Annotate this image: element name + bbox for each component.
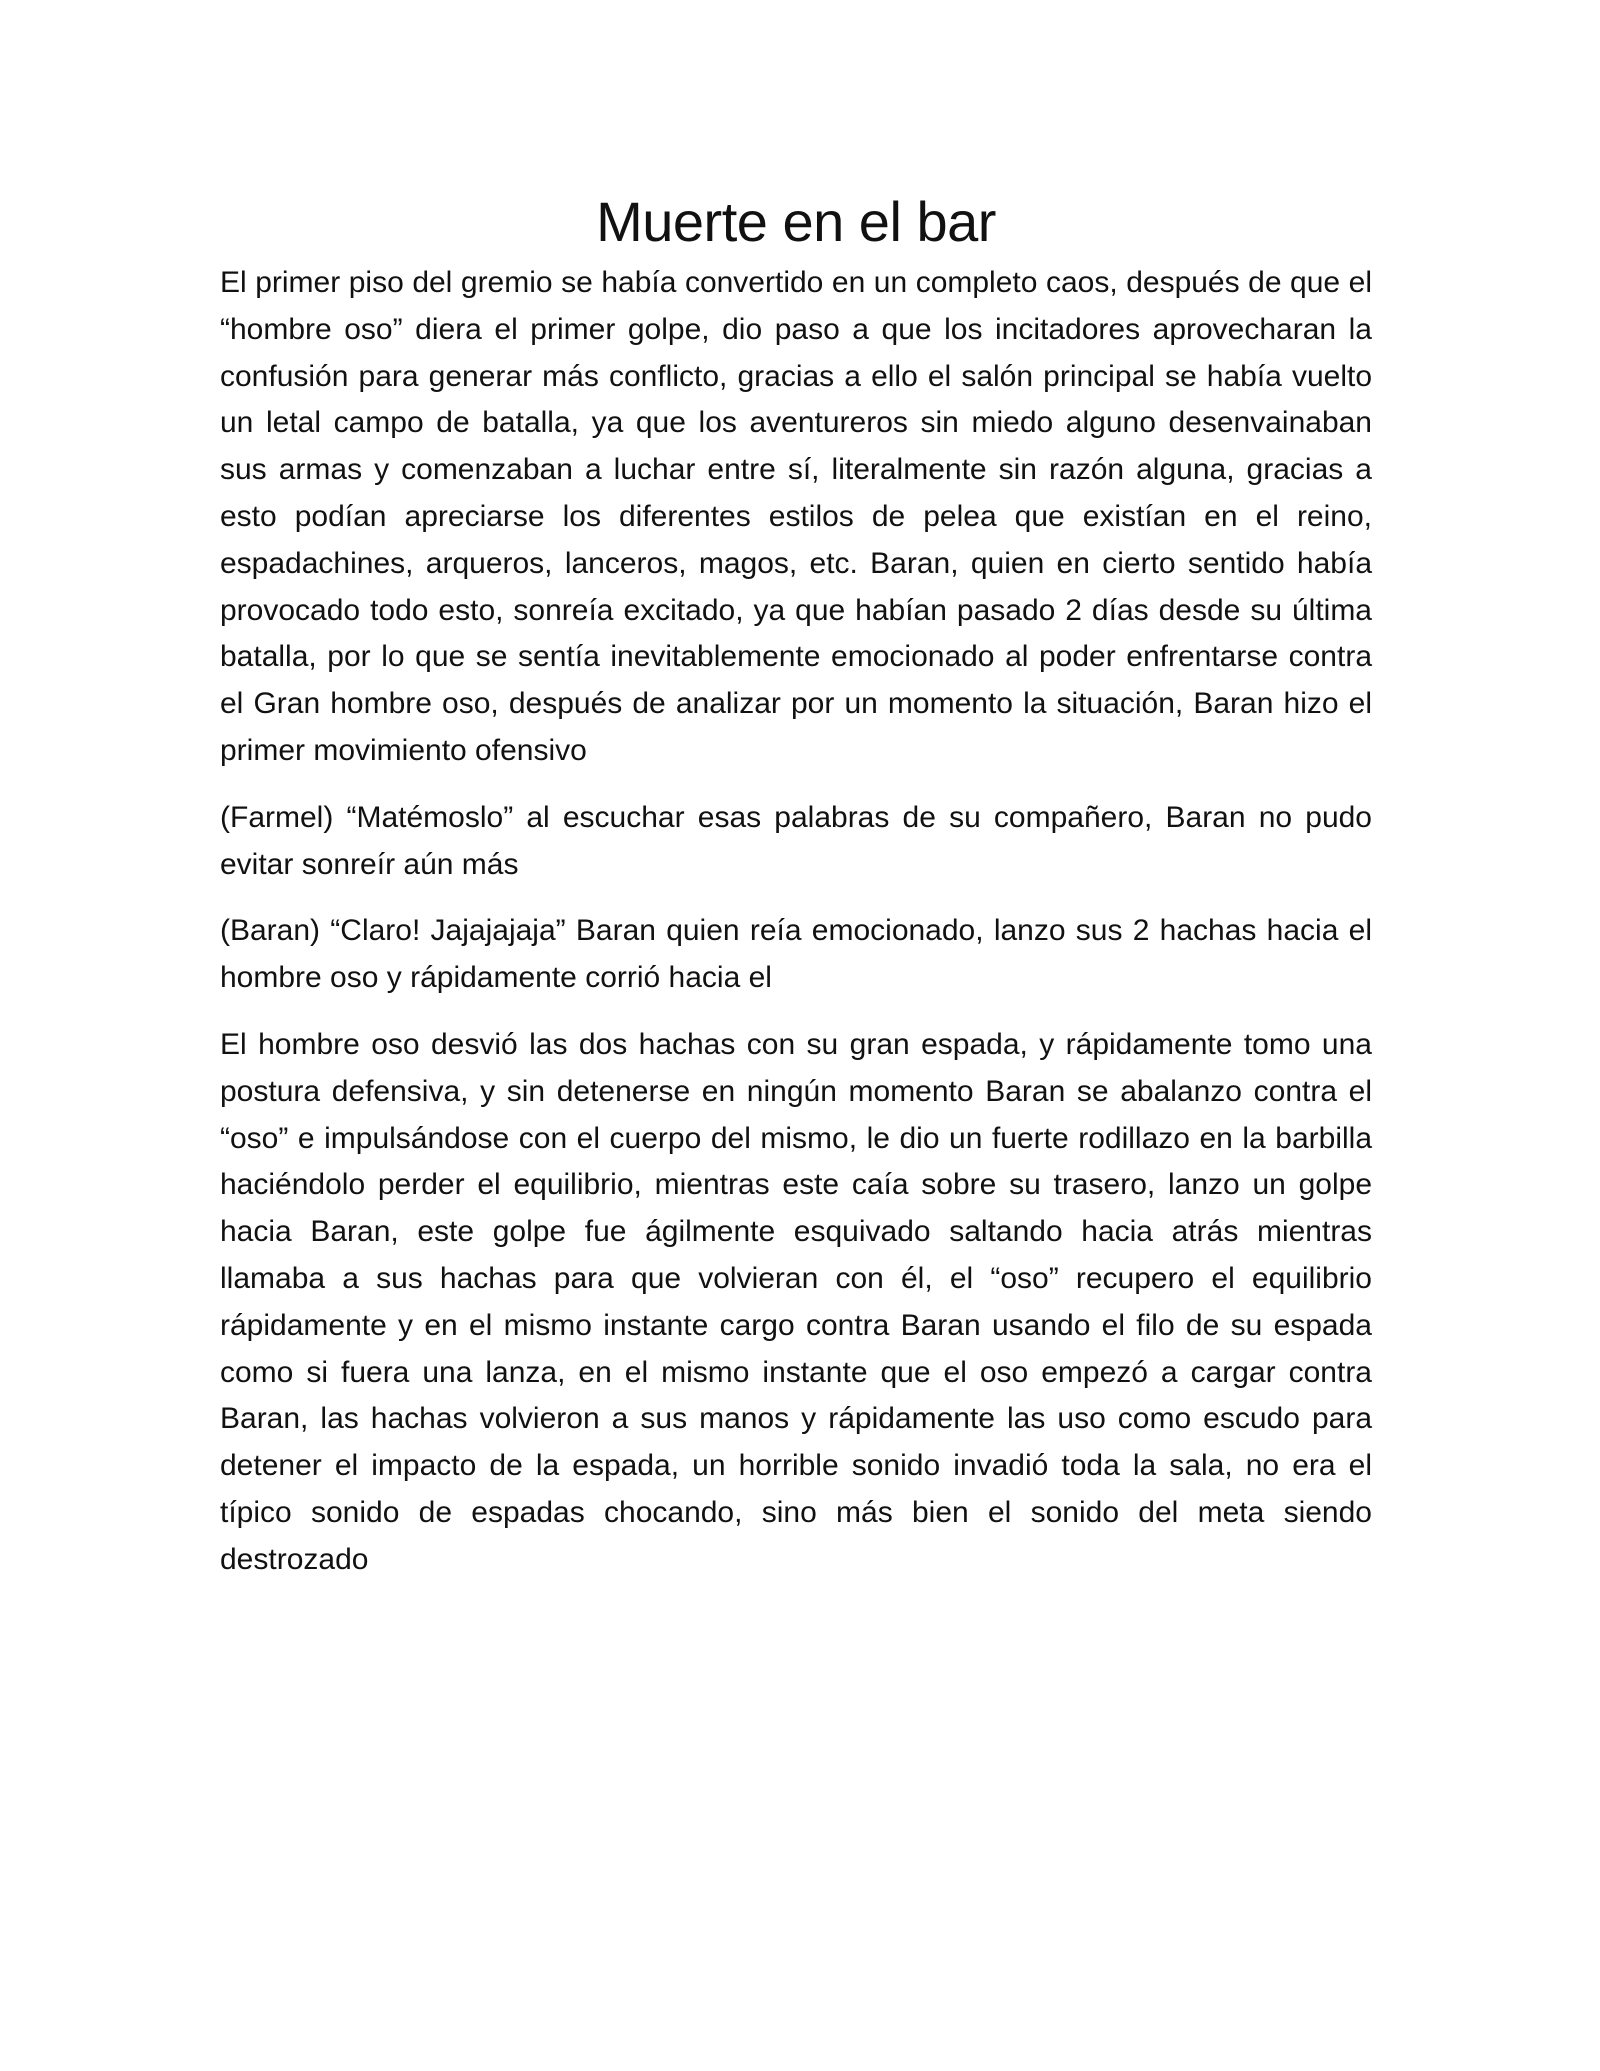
paragraph-2: (Farmel) “Matémoslo” al escuchar esas palabras de su compañero, Baran no pudo evitar sonreír aún más [220,800,1372,881]
document-body [220,188,1372,1604]
paragraph-4: El hombre oso desvió las dos hachas con su gran espada, y rápidamente tomo una postura defensiva, y sin detenerse en ningún momento Baran se abalanzo contra el “oso” e impulsándose con el cuerpo del mismo, le dio un fuerte rodillazo en la barbilla haciéndolo perder el equilibrio, mientras este caía sobre su trasero, lanzo un golpe hacia Baran, este golpe fue ágilmente esquivado saltando hacia atrás mientras llamaba a sus hachas para que volvieran con él, el “oso” recupero el equilibrio rápidamente y en el mismo instante cargo contra Baran usando el filo de su espada como si fuera una lanza, en el mismo instante que el oso empezó a cargar contra Baran, las hachas volvieron a sus manos y rápidamente las uso como escudo para detener el impacto de la espada, un horrible sonido invadió toda la sala, no era el típico sonido de espadas chocando, sino más bien el sonido del meta siendo destrozado [220,1027,1372,1576]
paragraph-1: El primer piso del gremio se había convertido en un completo caos, después de que el “hombre oso” diera el primer golpe, dio paso a que los incitadores aprovecharan la confusión para generar más conflicto, gracias a ello el salón principal se había vuelto un letal campo de batalla, ya que los aventureros sin miedo alguno desenvainaban sus armas y comenzaban a luchar entre sí, literalmente sin razón alguna, gracias a esto podían apreciarse los diferentes estilos de pelea que existían en el reino, espadachines, arqueros, lanceros, magos, etc. Baran, quien en cierto sentido había provocado todo esto, sonreía excitado, ya que habían pasado 2 días desde su última batalla, por lo que se sentía inevitablemente emocionado al poder enfrentarse contra el Gran hombre oso, después de analizar por un momento la situación, Baran hizo el primer movimiento ofensivo [220,266,1372,767]
page-title: Muerte en el bar [596,190,996,253]
paragraph-3: (Baran) “Claro! Jajajajaja” Baran quien reía emocionado, lanzo sus 2 hachas hacia el hombre oso y rápidamente corrió hacia el [220,914,1372,995]
